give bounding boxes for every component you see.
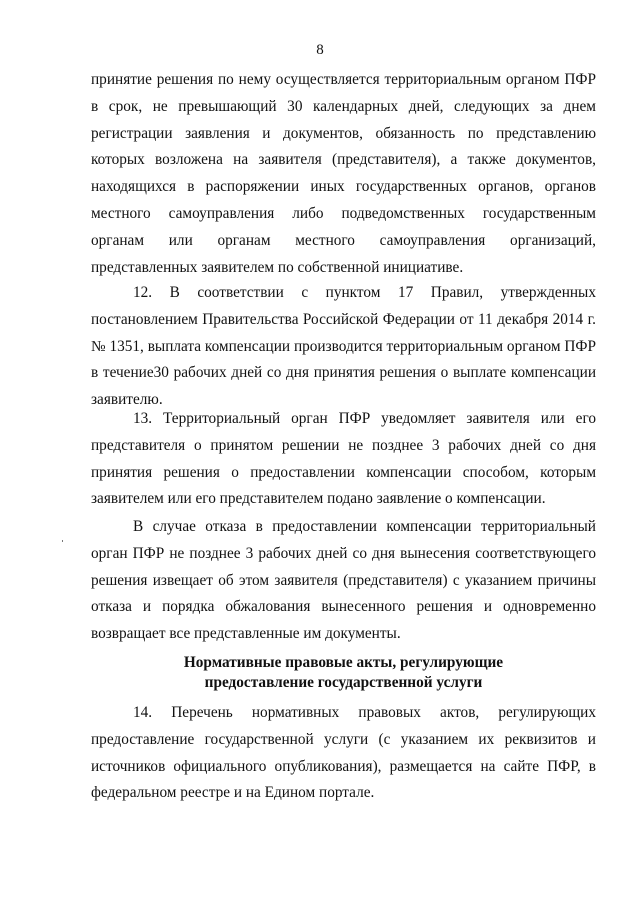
paragraph-continuation <box>91 67 596 281</box>
paragraph-text: принятие решения по нему осуществляется территориальным органом ПФР в срок, не превышающий 30 календарных дней, следующих за днем регистрации заявления и документов, обязанность по представлению которых возложена на заявителя (представителя), а также документов, находящихся в распоряжении иных государственных органов, органов местного самоуправления либо подведомственных государственным органам или органам местного самоуправления организаций, представленных заявителем по собственной инициативе. <box>91 71 596 276</box>
paragraph-text: 12. В соответствии с пунктом 17 Правил, утвержденных постановлением Правительства Российской Федерации от 11 декабря 2014 г. № 1351, выплата компенсации производится территориальным органом ПФР в течение30 рабочих дней со дня принятия решения о выплате компенсации заявителю. <box>91 284 596 409</box>
paragraph-text: В случае отказа в предоставлении компенсации территориальный орган ПФР не позднее 3 рабочих дней со дня вынесения соответствующего решения извещает об этом заявителя (представителя) с указанием причины отказа и порядка обжалования вынесенного решения и одновременно возвращает все представленные им документы. <box>91 518 596 643</box>
scan-mark <box>62 540 63 542</box>
paragraph-13 <box>91 406 596 513</box>
paragraph-12 <box>91 280 596 414</box>
paragraph-14 <box>91 700 596 807</box>
section-heading-line-2: предоставление государственной услуги <box>204 674 483 691</box>
paragraph-text: 13. Территориальный орган ПФР уведомляет заявителя или его представителя о принятом решении не позднее 3 рабочих дней со дня принятия решения о предоставлении компенсации способом, которым заявителем или его представителем подано заявление о компенсации. <box>91 410 596 508</box>
paragraph-refusal <box>91 514 596 648</box>
page-number: 8 <box>316 42 324 58</box>
paragraph-text: 14. Перечень нормативных правовых актов, регулирующих предоставление государственной услуги (с указанием их реквизитов и источников официального опубликования), размещается на сайте ПФР, в федеральном реестре и на Едином портале. <box>91 704 596 802</box>
section-heading-line-1: Нормативные правовые акты, регулирующие <box>183 654 504 671</box>
section-heading <box>91 653 596 693</box>
